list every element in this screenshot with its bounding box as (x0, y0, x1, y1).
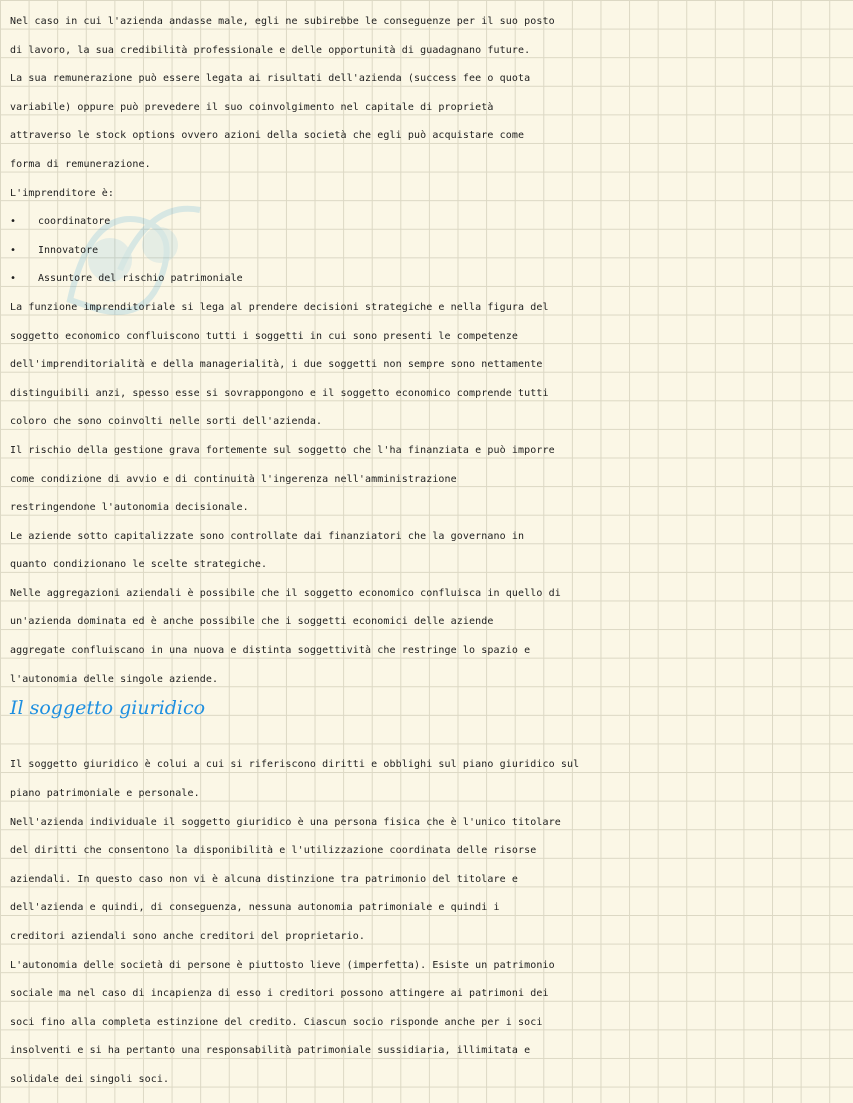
bullet-item (10, 208, 850, 237)
text-line: quanto condizionano le scelte strategiche. (10, 559, 268, 571)
bullet-dot-icon: • (10, 244, 17, 256)
text-line: variabile) oppure può prevedere il suo coinvolgimento nel capitale di proprietà (10, 101, 494, 113)
text-line: piano patrimoniale e personale. (10, 788, 200, 800)
document-page (10, 8, 850, 1095)
text-line: del diritti che consentono la disponibilità e l'utilizzazione coordinata delle risorse (10, 845, 537, 857)
bullet-text: Assuntore del rischio patrimoniale (38, 273, 243, 285)
bullet-text: Innovatore (38, 244, 99, 256)
text-line: Il soggetto giuridico è colui a cui si riferiscono diritti e obblighi sul piano giuridico sul (10, 759, 580, 771)
text-line: aziendali. In questo caso non vi è alcuna distinzione tra patrimonio del titolare e (10, 873, 519, 885)
text-line: L'imprenditore è: (10, 187, 115, 199)
text-line: coloro che sono coinvolti nelle sorti dell'azienda. (10, 416, 323, 428)
text-line: soggetto economico confluiscono tutti i soggetti in cui sono presenti le competenze (10, 330, 519, 342)
text-line: Le aziende sotto capitalizzate sono controllate dai finanziatori che la governano in (10, 530, 525, 542)
text-line: dell'azienda e quindi, di conseguenza, nessuna autonomia patrimoniale e quindi i (10, 902, 500, 914)
text-line: creditori aziendali sono anche creditori del proprietario. (10, 931, 365, 942)
bullet-item (10, 265, 850, 294)
text-line: L'autonomia delle società di persone è piuttosto lieve (imperfetta). Esiste un patrimonio (10, 959, 555, 971)
bullet-dot-icon: • (10, 216, 17, 228)
bullet-text: coordinatore (38, 216, 111, 228)
text-line: soci fino alla completa estinzione del credito. Ciascun socio risponde anche per i soci (10, 1016, 543, 1028)
text-line: Il rischio della gestione grava fortemente sul soggetto che l'ha finanziata e può imporre (10, 444, 555, 456)
text-line: La sua remunerazione può essere legata ai risultati dell'azienda (success fee o quota (10, 73, 531, 85)
bullet-item (10, 237, 850, 266)
paragraph-block-top (10, 8, 850, 208)
text-line: insolventi e si ha pertanto una responsabilità patrimoniale sussidiaria, illimitata e (10, 1045, 531, 1057)
bullet-list (10, 208, 850, 294)
text-line: forma di remunerazione. (10, 158, 151, 170)
text-line: Nel caso in cui l'azienda andasse male, egli ne subirebbe le conseguenze per il suo posto (10, 16, 555, 27)
paragraph-block-bottom (10, 751, 850, 1094)
section-heading: Il soggetto giuridico (10, 697, 206, 720)
text-line: aggregate confluiscano in una nuova e distinta soggettività che restringe lo spazio e (10, 645, 531, 657)
spacer (10, 723, 850, 752)
text-line: attraverso le stock options ovvero azioni della società che egli può acquistare come (10, 130, 525, 142)
text-line: solidale dei singoli soci. (10, 1073, 170, 1085)
bullet-dot-icon: • (10, 273, 17, 285)
text-line: l'autonomia delle singole aziende. (10, 673, 219, 685)
paragraph-block-middle (10, 294, 850, 694)
text-line: La funzione imprenditoriale si lega al prendere decisioni strategiche e nella figura del (10, 301, 549, 313)
text-line: distinguibili anzi, spesso esse si sovrappongono e il soggetto economico comprende tutti (10, 387, 549, 399)
text-line: di lavoro, la sua credibilità professionale e delle opportunità di guadagnano future. (10, 44, 531, 56)
text-line: restringendone l'autonomia decisionale. (10, 502, 249, 514)
text-line: un'azienda dominata ed è anche possibile che i soggetti economici delle aziende (10, 616, 494, 628)
text-line: dell'imprenditorialità e della managerialità, i due soggetti non sempre sono nettamente (10, 359, 543, 371)
text-line: Nell'azienda individuale il soggetto giuridico è una persona fisica che è l'unico titolare (10, 816, 561, 828)
text-line: Nelle aggregazioni aziendali è possibile che il soggetto economico confluisca in quello di (10, 587, 561, 599)
text-line: sociale ma nel caso di incapienza di esso i creditori possono attingere ai patrimoni dei (10, 988, 549, 1000)
text-line: come condizione di avvio e di continuità l'ingerenza nell'amministrazione (10, 473, 457, 485)
